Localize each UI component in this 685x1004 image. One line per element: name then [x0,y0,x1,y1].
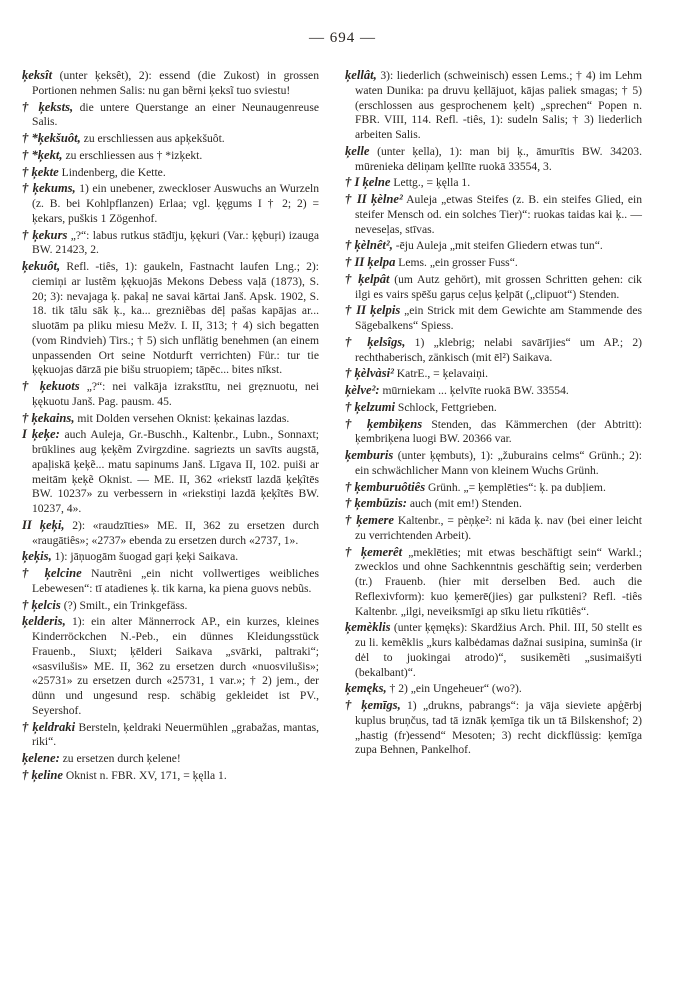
dictionary-entry [345,272,642,303]
entry-text: 2): «raudzīties» ME. II, 362 zu ersetzen durch «raugātiês»; «2737» ebenda zu ersetzen durch «2737, 1». [32,518,319,547]
entry-headword: ķemèklis [345,620,391,635]
entry-text: Grünh. „= ķemplēties“: ķ. pa dubļiem. [425,480,606,494]
dictionary-entry [345,417,642,448]
entry-text: (unter ķęmbuts), 1): „žuburains celms“ Grünh.; 2): ein schwächlicher Mann von kleinem Wuchs Grünh. [355,449,642,477]
entry-headword: † ķeldraki [22,719,76,734]
entry-headword: † ķemīgs, [345,698,401,712]
dictionary-entry [345,303,642,334]
entry-text: 1) „klebrig; nelabi savārījies“ um AP.; 2) rechthaberisch, zänkisch (mit ēl²) Saikava. [355,335,642,364]
entry-text: Oknist n. FBR. XV, 171, = ķęlla 1. [62,768,227,782]
entry-headword: ķèlve²: [345,383,380,397]
entry-text: zu erschliessen aus apķekšuôt. [80,132,225,145]
dictionary-entry [345,513,642,544]
entry-headword: † ķelcine [22,566,82,580]
entry-text: (unter ķęmęks): Skardžius Arch. Phil. III, 50 stellt es zu li. kemẽklis „kurs kalbėdamas dažnai susipina, suminša (ir dėl to juokingai atrodo)“, susikemẽti „susimaišyti (bekalbant)“. [355,621,642,679]
dictionary-entry [345,192,642,237]
dictionary-entry [22,259,319,378]
dictionary-entry [22,518,319,549]
dictionary-entry [345,400,642,416]
dictionary-entry [345,545,642,620]
entry-headword: † ķelzumi [345,399,396,414]
dictionary-entry [345,480,642,496]
dictionary-entry [22,68,319,99]
entry-text: „meklēties; mit etwas beschäftigt sein“ Warkl.; zwecklos und ohne Sachkenntnis geschäftig sein; verderben (tr.) Frauenb. (hier mit derselben Bed. auch die Reflexivform): kuo ķemerē(jies) gar pulksteni? Refl. -tiês Kaltenbr. „ilgi, neveiksmīgi ap sīku lietu rīkūtiês“. [355,545,642,618]
entry-text: (?) Smilt., ein Trinkgefäss. [60,598,188,612]
entry-headword: † *ķekšuôt, [22,131,81,145]
dictionary-entry [345,681,642,697]
entry-text: zu erschliessen aus † *izķekt. [62,148,203,162]
entry-headword: † ķemerêt [345,544,403,559]
entry-text: zu ersetzen durch ķelene! [59,752,181,765]
dictionary-entry [22,181,319,226]
entry-headword: † ķembìķens [345,416,423,431]
entry-headword: † II ķelpis [345,303,401,318]
entry-headword: † ķemere [345,513,395,527]
entry-text: (unter ķeksêt), 2): essend (die Zukost) in grossen Portionen nehmen Salis: nu gan bẽrni ķeksĩ tuo sviestu! [32,69,319,97]
entry-headword: † ķemburuôtiês [345,479,426,494]
dictionary-entry [345,366,642,382]
dictionary-entry [22,566,319,597]
entry-headword: ķeksît [22,68,53,82]
entry-text: mit Dolden versehen Oknist: ķekainas lazdas. [74,411,290,425]
entry-headword: † ķekurs [22,227,68,242]
dictionary-entry [345,496,642,512]
entry-headword: ķemęks, [345,681,387,696]
dictionary-entry [22,379,319,410]
dictionary-entry [22,165,319,181]
entry-headword: † ķeksts, [22,99,74,114]
dictionary-entry [345,238,642,254]
entry-headword: † ķelcis [22,597,61,612]
entry-text: Schlock, Fettgrieben. [395,400,497,414]
entry-headword: ķekuôt, [22,259,61,273]
entry-headword: ķemburis [345,448,394,462]
entry-text: Auleja „etwas Steifes (z. B. ein steifes Glied, ein steifer Mensch od. ein solches Tier)“: ruokas taidas kai ķ.. — neveseļas, stīvas. [355,193,642,236]
entry-headword: † ķekte [22,164,59,179]
dictionary-entry [345,68,642,143]
entry-headword: † ķembūzis: [345,496,407,511]
entry-text: KatrE., = ķelavaiņi. [393,367,489,381]
entry-text: † 2) „ein Ungeheuer“ (wo?). [386,682,522,696]
entry-headword: † ķekains, [22,410,75,425]
dictionary-entry [345,335,642,366]
dictionary-entry [22,549,319,565]
entry-text: Nautrẽni „ein nicht vollwertiges weibliches Lebewesen“: tī atadienes ķ. tik karna, ka piena guovs nebũs. [32,567,319,595]
dictionary-entry [22,228,319,259]
left-column [22,68,319,785]
entry-text: 1) „drukns, pabrangs“: ja vāja sieviete apģērbj kuplus bruņčus, tad tā iznāk ķemīga tik un tā Bilskenshof; 2) „hastig (fr)essend“ Mesoten; 3) recht dickflüssig: ķemīga zupa Behnen, Pankelhof. [355,699,642,757]
page-number: — 694 — [309,30,376,46]
entry-text: (unter ķella), 1): man bij ķ., āmurītis BW. 34203. mūrenieka dēliņam ķellīte ruokā 33554, 3. [355,144,642,173]
entry-text: die untere Querstange an einer Neunaugenreuse Salis. [32,100,320,129]
entry-headword: ķeķis, [22,549,52,564]
entry-headword: † ķèlvàsi² [345,366,394,381]
entry-text: 1): jāņuogām šuogad gaŗi ķeķi Saikava. [51,550,239,564]
entry-headword: ķelderis, [22,614,66,629]
entry-headword: † ķekums, [22,181,76,196]
dictionary-entry [22,720,319,751]
dictionary-entry [345,448,642,479]
dictionary-entry [22,598,319,614]
entry-text: 3): liederlich (schweinisch) essen Lems.; † 4) im Lehm waten Dunika: pa druvu ķellājuot, kājas paliek smagas; † 5) (erschlossen aus gesprochenem ķelt) „sprechen“ Popen n. FBR. VIII, 114. Refl. -tiês, 1): sudeln Salis; † 3) liederlich arbeiten Salis. [355,69,642,141]
dictionary-entry [22,751,319,767]
entry-headword: ķelle [345,143,370,158]
entry-text: Lettg., = ķęlla 1. [390,176,471,190]
dictionary-entry [22,131,319,147]
entry-text: Lems. „ein grosser Fuss“. [395,256,518,269]
entry-text: „ein Strick mit dem Gewichte am Stammende des Sägebalkens“ Spiess. [355,304,643,332]
entry-headword: † ķelpât [345,271,390,286]
entry-headword: † ķeline [22,767,63,782]
entry-text: -ēju Auleja „mit steifen Gliedern etwas tun“. [392,239,603,253]
dictionary-entry [22,148,319,164]
entry-text: „?“: nei valkāja izrakstītu, nei grẹznuotu, nei ķękuotu Janš. Pag. pausm. 45. [32,380,319,408]
entry-text: (um Autz gehört), mit grossen Schritten gehen: cik ilgi es vairs spēšu gaŗus ceļus ķelpāt („clipuot“) Stenden. [355,272,642,301]
entry-headword: II ķeķi, [22,517,65,532]
entry-text: 1): ein alter Männerrock AP., ein kurzes, kleines Kinderröckchen N.-Peb., ein dünnes Kleidungsstück Frauenb., Siuxt; ķēlderi Saikava „svārki, paltraki“; «sasvilušis» ME. II, 362 zu ersetzen durch «nuosvilušis»; «25731» zu ersetzen durch «25731, 1 var.»; † 2) jem., der dünn und ungesund resp. schäbig gekleidet ist PV., Seyershof. [32,615,319,717]
entry-headword: † *ķekt, [22,147,63,162]
dictionary-entry [345,175,642,191]
entry-text: 1) ein unebener, zweckloser Auswuchs an Wurzeln (z. B. bei Kohlpflanzen) Erlaa; vgl. ķęgums I † 2; 2) = ķekars, puškis 1 Zögenhof. [32,182,319,225]
dictionary-entry [345,383,642,399]
dictionary-entry [345,620,642,680]
entry-text: Stenden, das Kämmerchen (der Abtritt): ķembriķena luogi BW. 20366 var. [355,417,643,446]
entry-text: auch (mit em!) Stenden. [406,497,522,511]
entry-text: Bersteln, ķeldraki Neuermühlen „grabažas, mantas, riki“. [32,720,319,749]
entry-text: Refl. -tiês, 1): gaukeln, Fastnacht laufen Lng.; 2): ciemiņi ar lustẽm ķękuojās Mekons Debess vaļā (1873), S. 20; 3): nevajaga ķ. pakaļ ne savai kārtai Janš. Apsk. 1902, S. 18. tik tālu sāk ķ., ka... grezniẽbas dēļ pašas kapājas ar... sluotām pa pliku miesu Mežv. I. II, 313; † 4) sich begatten (vom Rindvieh) Tirs.; † 5) sich unflätig benehmen (an einem unpassenden Ort seine Notdurft verrichten) Für.: tur tie ķękuojas dārzā pie bišu struopiem; tāpēc... bites nīkst. [32,260,319,377]
entry-text: mūrniekam ... ķelvīte ruokā BW. 33554. [379,384,569,397]
entry-text: „?“: labus rutkus stādīju, ķękuri (Var.: ķębuŗi) izauga BW. 21423, 2. [32,228,320,257]
dictionary-entry [22,427,319,517]
entry-headword: † II ķelpa [345,255,396,269]
entry-text: Lindenberg, die Kette. [58,165,166,179]
entry-headword: ķelene: [22,751,60,765]
dictionary-entry [22,100,319,131]
dictionary-entry [22,768,319,784]
entry-headword: † ķèlnêt², [345,238,393,253]
entry-headword: † I ķelne [345,175,391,190]
dictionary-entry [22,411,319,427]
entry-headword: I ķeķe: [22,427,60,442]
dictionary-entry [345,255,642,271]
dictionary-entry [22,614,319,718]
entry-headword: ķellât, [345,68,377,82]
entry-headword: † ķekuots [22,379,80,393]
entry-text: Kaltenbr., = pèņķe²: ni kāda ķ. nav (bei einer leicht zu verrichtenden Arbeit). [355,514,642,542]
entry-headword: † II ķèlne² [345,192,403,206]
entry-text: auch Auleja, Gr.-Buschh., Kaltenbr., Lubn., Sonnaxt; brūklines aug ķeķẽm Zvirgzdine. sagriezts un savīts augstā, apaļiskā ķeķẽ... matu sapinums Janš. Līgava II, 102. puiši ar meitām ķeķẽ Oknist. — ME. II, 362 «riekstī lazdā ķeķĩtēs BW. 10237» zu verbessern in «riekstiņi lazdā ķeķĩtēs BW. 10237, 4». [32,428,319,515]
right-column [345,68,642,759]
dictionary-entry [345,698,642,758]
dictionary-entry [345,144,642,175]
entry-headword: † ķelsîgs, [345,334,406,349]
